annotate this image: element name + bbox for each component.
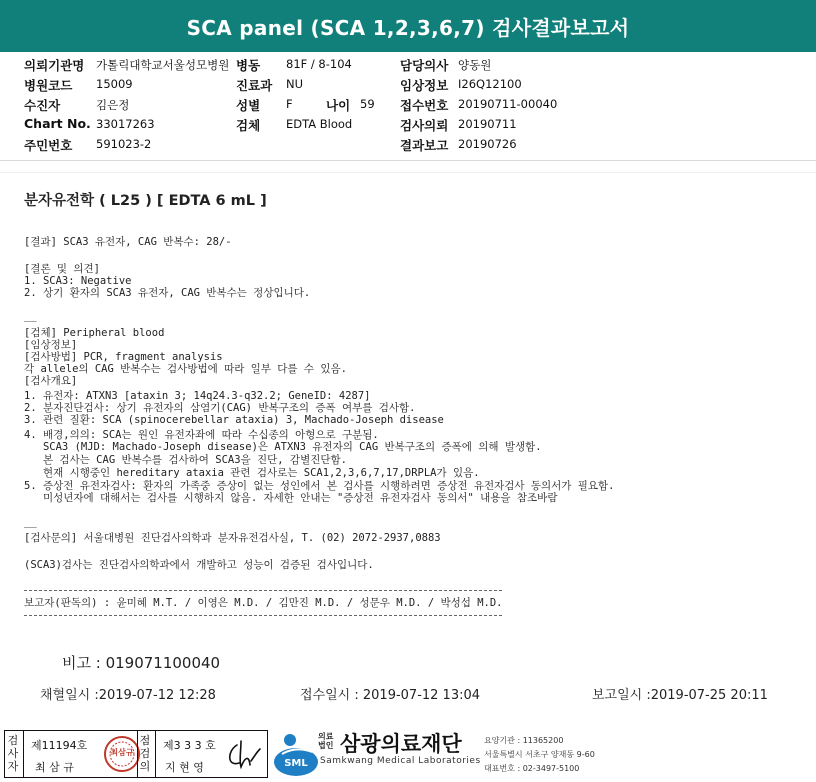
clinical-info-value: I26Q12100 <box>458 77 522 91</box>
tester-license-no: 제11194호 <box>31 739 88 752</box>
age-label: 나이 <box>326 98 351 113</box>
developed-line: (SCA3)검사는 진단검사의학과에서 개발하고 성능이 검증된 검사입니다. <box>24 559 374 571</box>
conclusion-heading: [결론 및 의견] <box>24 263 101 275</box>
age-value: 59 <box>360 97 375 111</box>
org-prefix-2: 법인 <box>318 741 334 750</box>
department-label: 진료과 <box>236 78 273 93</box>
section-rule-1: __ <box>24 310 37 322</box>
ward-label: 병동 <box>236 58 261 73</box>
org-address: 서울특별시 서초구 양재동 9-60 <box>484 750 595 759</box>
method-line: [검사방법] PCR, fragment analysis <box>24 351 223 363</box>
info-divider-shadow <box>0 172 816 173</box>
overview-item-5: 5. 증상전 유전자검사: 환자의 가족중 증상이 없는 성인에서 본 검사를 시행하려면 증상전 유전자검사 동의서가 필요함. <box>24 480 615 492</box>
reviewer-license-no: 제3 3 3 호 <box>163 739 216 752</box>
info-divider <box>0 160 816 161</box>
reception-datetime: 접수일시 : 2019-07-12 13:04 <box>300 688 481 703</box>
specimen-line: [검체] Peripheral blood <box>24 327 165 339</box>
org-name-en: Samkwang Medical Laboratories <box>320 756 481 766</box>
specimen-label: 검체 <box>236 118 261 133</box>
institution-value: 가톨릭대학교서울성모병원 <box>96 58 230 72</box>
resident-no-value: 591023-2 <box>96 137 152 151</box>
patient-info <box>0 52 816 156</box>
patient-label: 수진자 <box>24 98 61 113</box>
institution-label: 의뢰기관명 <box>24 58 85 73</box>
overview-item-4a: SCA3 (MJD: Machado-Joseph disease)은 ATXN3 유전자의 CAG 반복구조의 증폭에 의해 발생함. <box>24 441 542 453</box>
sml-logo-icon <box>272 728 322 778</box>
reporter-rule-bottom <box>24 615 502 616</box>
tester-name: 최 삼 규 <box>35 761 74 774</box>
memo-line: 비고 : 019071100040 <box>62 654 221 672</box>
tester-seal-icon <box>103 735 141 773</box>
hospital-code-label: 병원코드 <box>24 78 73 93</box>
conclusion-item-2: 2. 상기 환자의 SCA3 유전자, CAG 반복수는 정상입니다. <box>24 287 311 299</box>
collection-datetime: 채혈일시 :2019-07-12 12:28 <box>40 688 216 703</box>
org-code: 요양기관 : 11365200 <box>484 736 564 745</box>
resident-no-label: 주민번호 <box>24 138 73 153</box>
overview-item-4c: 현재 시행중인 hereditary ataxia 관련 검사로는 SCA1,2,3,6,7,17,DRPLA가 있음. <box>24 467 480 479</box>
request-date-label: 검사의뢰 <box>400 118 449 133</box>
reviewer-label <box>137 734 153 773</box>
report-title: SCA panel (SCA 1,2,3,6,7) 검사결과보고서 <box>186 16 630 40</box>
section-rule-2: __ <box>24 516 37 528</box>
sex-label: 성별 <box>236 98 261 113</box>
reviewer-signature-icon <box>223 737 263 773</box>
tester-seal-text: 최삼규 <box>110 748 134 757</box>
report-date-value: 20190726 <box>458 137 517 151</box>
doctor-value: 양동원 <box>458 58 492 72</box>
clinical-info-label: 임상정보 <box>400 78 449 93</box>
report-header <box>0 0 816 52</box>
specimen-value: EDTA Blood <box>286 117 353 131</box>
sml-logo-text: SML <box>284 758 308 769</box>
overview-item-2: 2. 분자진단검사: 상기 유전자의 삼염기(CAG) 반복구조의 증폭 여부를 검사함. <box>24 402 416 414</box>
result-line: [결과] SCA3 유전자, CAG 반복수: 28/- <box>24 236 232 248</box>
hospital-code-value: 15009 <box>96 77 133 91</box>
section-title: 분자유전학 ( L25 ) [ EDTA 6 mL ] <box>24 193 267 209</box>
ward-value: 81F / 8-104 <box>286 57 352 71</box>
overview-item-4: 4. 배경,의의: SCA는 원인 유전자좌에 따라 수십종의 아형으로 구분됨. <box>24 429 379 441</box>
overview-item-3: 3. 관련 질환: SCA (spinocerebellar ataxia) 3, Machado-Joseph disease <box>24 414 444 426</box>
reception-no-label: 접수번호 <box>400 98 449 113</box>
overview-item-4b: 본 검사는 CAG 반복수를 검사하여 SCA3을 진단, 감별진단함. <box>24 454 347 466</box>
reviewer-name: 지 현 영 <box>165 761 204 774</box>
tester-label-text: 검사자 <box>7 734 19 773</box>
sig-divider-3 <box>155 731 156 777</box>
signature-box <box>4 730 268 778</box>
department-value: NU <box>286 77 304 91</box>
reporters-line: 보고자(판독의) : 윤미혜 M.T. / 이영은 M.D. / 김만진 M.D. / 성문우 M.D. / 박성섭 M.D. <box>24 597 503 609</box>
tester-label <box>5 734 21 773</box>
inquiry-line: [검사문의] 서울대병원 진단검사의학과 분자유전검사실, T. (02) 2072-2937,0883 <box>24 532 441 544</box>
doctor-label: 담당의사 <box>400 58 449 73</box>
chart-no-value: 33017263 <box>96 117 155 131</box>
report-datetime: 보고일시 :2019-07-25 20:11 <box>592 688 768 703</box>
chart-no-label: Chart No. <box>24 116 91 131</box>
sex-value: F <box>286 97 293 111</box>
org-tel: 대표번호 : 02-3497-5100 <box>484 764 580 773</box>
reviewer-label-text: 점검의 <box>139 734 151 773</box>
patient-value: 김은정 <box>96 98 130 112</box>
org-prefix <box>318 732 333 750</box>
conclusion-item-1: 1. SCA3: Negative <box>24 275 132 287</box>
method-note: 각 allele의 CAG 반복수는 검사방법에 따라 일부 다를 수 있음. <box>24 363 347 375</box>
overview-heading: [검사개요] <box>24 375 78 387</box>
request-date-value: 20190711 <box>458 117 517 131</box>
org-contacts <box>484 734 595 776</box>
sig-divider-1 <box>23 731 24 777</box>
org-name: 삼광의료재단 <box>340 732 462 756</box>
clinical-heading: [임상정보] <box>24 339 78 351</box>
overview-item-1: 1. 유전자: ATXN3 [ataxin 3; 14q24.3-q32.2; GeneID: 4287] <box>24 390 371 402</box>
org-prefix-1: 의료 <box>318 732 334 741</box>
report-date-label: 결과보고 <box>400 138 449 153</box>
reception-no-value: 20190711-00040 <box>458 97 558 111</box>
overview-item-5a: 미성년자에 대해서는 검사를 시행하지 않음. 자세한 안내는 "증상전 유전자검사 동의서" 내용을 참조바람 <box>24 492 558 504</box>
reporter-rule-top <box>24 590 502 591</box>
report-footer <box>0 722 816 782</box>
